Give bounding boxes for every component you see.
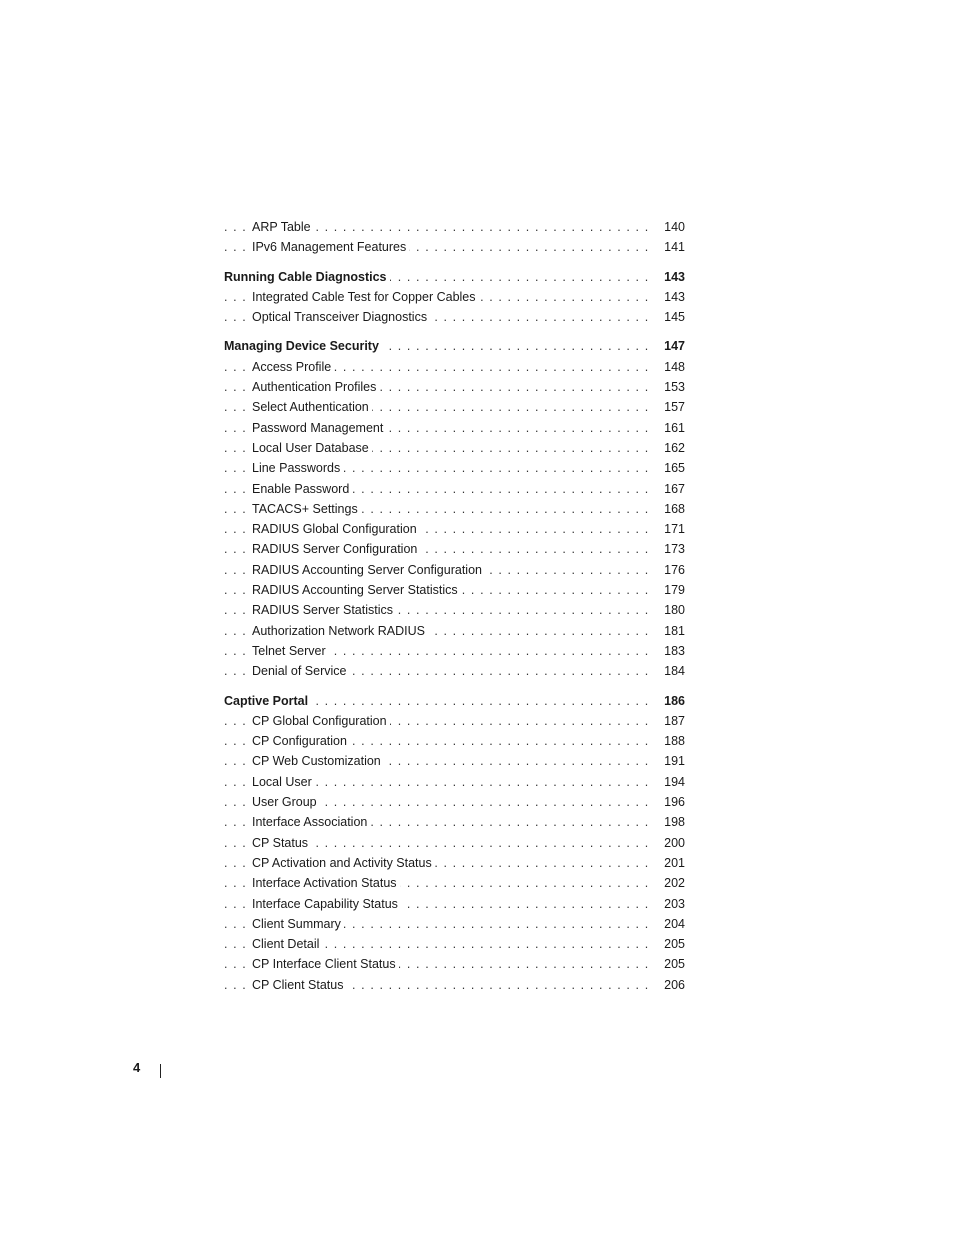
toc-entry-title: Select Authentication bbox=[252, 400, 372, 414]
toc-subsection-entry[interactable] bbox=[224, 873, 686, 893]
toc-subsection-entry[interactable] bbox=[224, 661, 686, 681]
toc-entry-page: 204 bbox=[649, 914, 685, 934]
toc-entry-title: Denial of Service bbox=[252, 664, 350, 678]
toc-subsection-entry[interactable] bbox=[224, 914, 686, 934]
toc-subsection-entry[interactable] bbox=[224, 519, 686, 539]
toc-subsection-entry[interactable] bbox=[224, 600, 686, 620]
toc-subsection-entry[interactable] bbox=[224, 438, 686, 458]
toc-subsection-entry[interactable] bbox=[224, 357, 686, 377]
toc-subsection-entry[interactable] bbox=[224, 853, 686, 873]
toc-subsection-entry[interactable] bbox=[224, 458, 686, 478]
toc-entry-page: 167 bbox=[649, 479, 685, 499]
toc-entry-page: 180 bbox=[649, 600, 685, 620]
toc-entry-page: 181 bbox=[649, 621, 685, 641]
toc-entry-title: Optical Transceiver Diagnostics bbox=[252, 310, 430, 324]
toc-entry-title: Client Detail bbox=[252, 937, 322, 951]
toc-entry-page: 147 bbox=[649, 336, 685, 356]
toc-entry-page: 173 bbox=[649, 539, 685, 559]
toc-entry-page: 188 bbox=[649, 731, 685, 751]
toc-subsection-entry[interactable] bbox=[224, 217, 686, 237]
toc-subsection-entry[interactable] bbox=[224, 377, 686, 397]
toc-entry-title: RADIUS Accounting Server Statistics bbox=[252, 583, 461, 597]
toc-entry-page: 171 bbox=[649, 519, 685, 539]
toc-entry-page: 168 bbox=[649, 499, 685, 519]
toc-subsection-entry[interactable] bbox=[224, 812, 686, 832]
toc-subsection-entry[interactable] bbox=[224, 307, 686, 327]
toc-entry-page: 145 bbox=[649, 307, 685, 327]
toc-entry-page: 143 bbox=[649, 267, 685, 287]
toc-entry-title: ARP Table bbox=[252, 220, 314, 234]
toc-entry-page: 194 bbox=[649, 772, 685, 792]
toc-subsection-entry[interactable] bbox=[224, 621, 686, 641]
toc-subsection-entry[interactable] bbox=[224, 580, 686, 600]
toc-subsection-entry[interactable] bbox=[224, 751, 686, 771]
toc-entry-page: 165 bbox=[649, 458, 685, 478]
page-number: 4 bbox=[133, 1060, 141, 1075]
toc-entry-title: User Group bbox=[252, 795, 320, 809]
toc-entry-page: 157 bbox=[649, 397, 685, 417]
toc-entry-title: Client Summary bbox=[252, 917, 344, 931]
toc-entry-title: RADIUS Global Configuration bbox=[252, 522, 420, 536]
toc-entry-page: 148 bbox=[649, 357, 685, 377]
toc-entry-title: Interface Association bbox=[252, 815, 370, 829]
toc-subsection-entry[interactable] bbox=[224, 954, 686, 974]
toc-subsection-entry[interactable] bbox=[224, 833, 686, 853]
toc-entry-title: Password Management bbox=[252, 421, 386, 435]
toc-entry-title: Local User bbox=[252, 775, 315, 789]
toc-entry-page: 206 bbox=[649, 975, 685, 995]
toc-entry-page: 161 bbox=[649, 418, 685, 438]
toc-entry-page: 198 bbox=[649, 812, 685, 832]
toc-subsection-entry[interactable] bbox=[224, 499, 686, 519]
toc-section-entry[interactable] bbox=[224, 336, 686, 356]
toc-entry-page: 186 bbox=[649, 691, 685, 711]
toc-entry-page: 184 bbox=[649, 661, 685, 681]
toc-entry-title: CP Status bbox=[252, 836, 311, 850]
toc-entry-page: 179 bbox=[649, 580, 685, 600]
toc-entry-title: Interface Activation Status bbox=[252, 876, 400, 890]
toc-entry-title: RADIUS Accounting Server Configuration bbox=[252, 563, 485, 577]
toc-entry-title: Managing Device Security bbox=[224, 339, 382, 353]
toc-entry-title: Access Profile bbox=[252, 360, 334, 374]
toc-entry-title: IPv6 Management Features bbox=[252, 240, 409, 254]
toc-entry-title: Running Cable Diagnostics bbox=[224, 270, 390, 284]
toc-entry-title: CP Configuration bbox=[252, 734, 350, 748]
toc-subsection-entry[interactable] bbox=[224, 237, 686, 257]
toc-entry-title: Interface Capability Status bbox=[252, 897, 401, 911]
toc-entry-title: Captive Portal bbox=[224, 694, 311, 708]
toc-subsection-entry[interactable] bbox=[224, 711, 686, 731]
toc-subsection-entry[interactable] bbox=[224, 975, 686, 995]
toc-subsection-entry[interactable] bbox=[224, 287, 686, 307]
toc-entry-page: 141 bbox=[649, 237, 685, 257]
toc-entry-title: RADIUS Server Configuration bbox=[252, 542, 420, 556]
toc-entry-title: RADIUS Server Statistics bbox=[252, 603, 396, 617]
table-of-contents bbox=[224, 217, 686, 995]
toc-subsection-entry[interactable] bbox=[224, 539, 686, 559]
toc-section-entry[interactable] bbox=[224, 267, 686, 287]
toc-entry-page: 202 bbox=[649, 873, 685, 893]
toc-subsection-entry[interactable] bbox=[224, 772, 686, 792]
toc-entry-page: 187 bbox=[649, 711, 685, 731]
toc-subsection-entry[interactable] bbox=[224, 792, 686, 812]
toc-entry-page: 153 bbox=[649, 377, 685, 397]
toc-subsection-entry[interactable] bbox=[224, 731, 686, 751]
toc-entry-title: CP Web Customization bbox=[252, 754, 384, 768]
toc-entry-title: Telnet Server bbox=[252, 644, 329, 658]
toc-subsection-entry[interactable] bbox=[224, 934, 686, 954]
toc-entry-title: Local User Database bbox=[252, 441, 372, 455]
toc-entry-page: 140 bbox=[649, 217, 685, 237]
toc-entry-title: TACACS+ Settings bbox=[252, 502, 361, 516]
toc-entry-page: 205 bbox=[649, 954, 685, 974]
toc-entry-page: 201 bbox=[649, 853, 685, 873]
toc-entry-page: 162 bbox=[649, 438, 685, 458]
footer-divider bbox=[160, 1064, 161, 1078]
toc-entry-page: 203 bbox=[649, 894, 685, 914]
toc-subsection-entry[interactable] bbox=[224, 560, 686, 580]
toc-entry-page: 143 bbox=[649, 287, 685, 307]
toc-entry-page: 176 bbox=[649, 560, 685, 580]
toc-entry-page: 183 bbox=[649, 641, 685, 661]
toc-entry-page: 191 bbox=[649, 751, 685, 771]
toc-subsection-entry[interactable] bbox=[224, 479, 686, 499]
toc-subsection-entry[interactable] bbox=[224, 894, 686, 914]
toc-entry-title: CP Client Status bbox=[252, 978, 346, 992]
toc-subsection-entry[interactable] bbox=[224, 641, 686, 661]
toc-entry-title: Enable Password bbox=[252, 482, 352, 496]
toc-entry-title: CP Interface Client Status bbox=[252, 957, 399, 971]
toc-entry-title: Integrated Cable Test for Copper Cables bbox=[252, 290, 479, 304]
toc-subsection-entry[interactable] bbox=[224, 397, 686, 417]
toc-section-entry[interactable] bbox=[224, 691, 686, 711]
toc-entry-title: Authentication Profiles bbox=[252, 380, 379, 394]
toc-entry-page: 200 bbox=[649, 833, 685, 853]
toc-subsection-entry[interactable] bbox=[224, 418, 686, 438]
toc-entry-page: 196 bbox=[649, 792, 685, 812]
toc-entry-title: CP Global Configuration bbox=[252, 714, 390, 728]
toc-entry-title: Authorization Network RADIUS bbox=[252, 624, 428, 638]
toc-entry-page: 205 bbox=[649, 934, 685, 954]
toc-entry-title: CP Activation and Activity Status bbox=[252, 856, 435, 870]
toc-entry-title: Line Passwords bbox=[252, 461, 343, 475]
